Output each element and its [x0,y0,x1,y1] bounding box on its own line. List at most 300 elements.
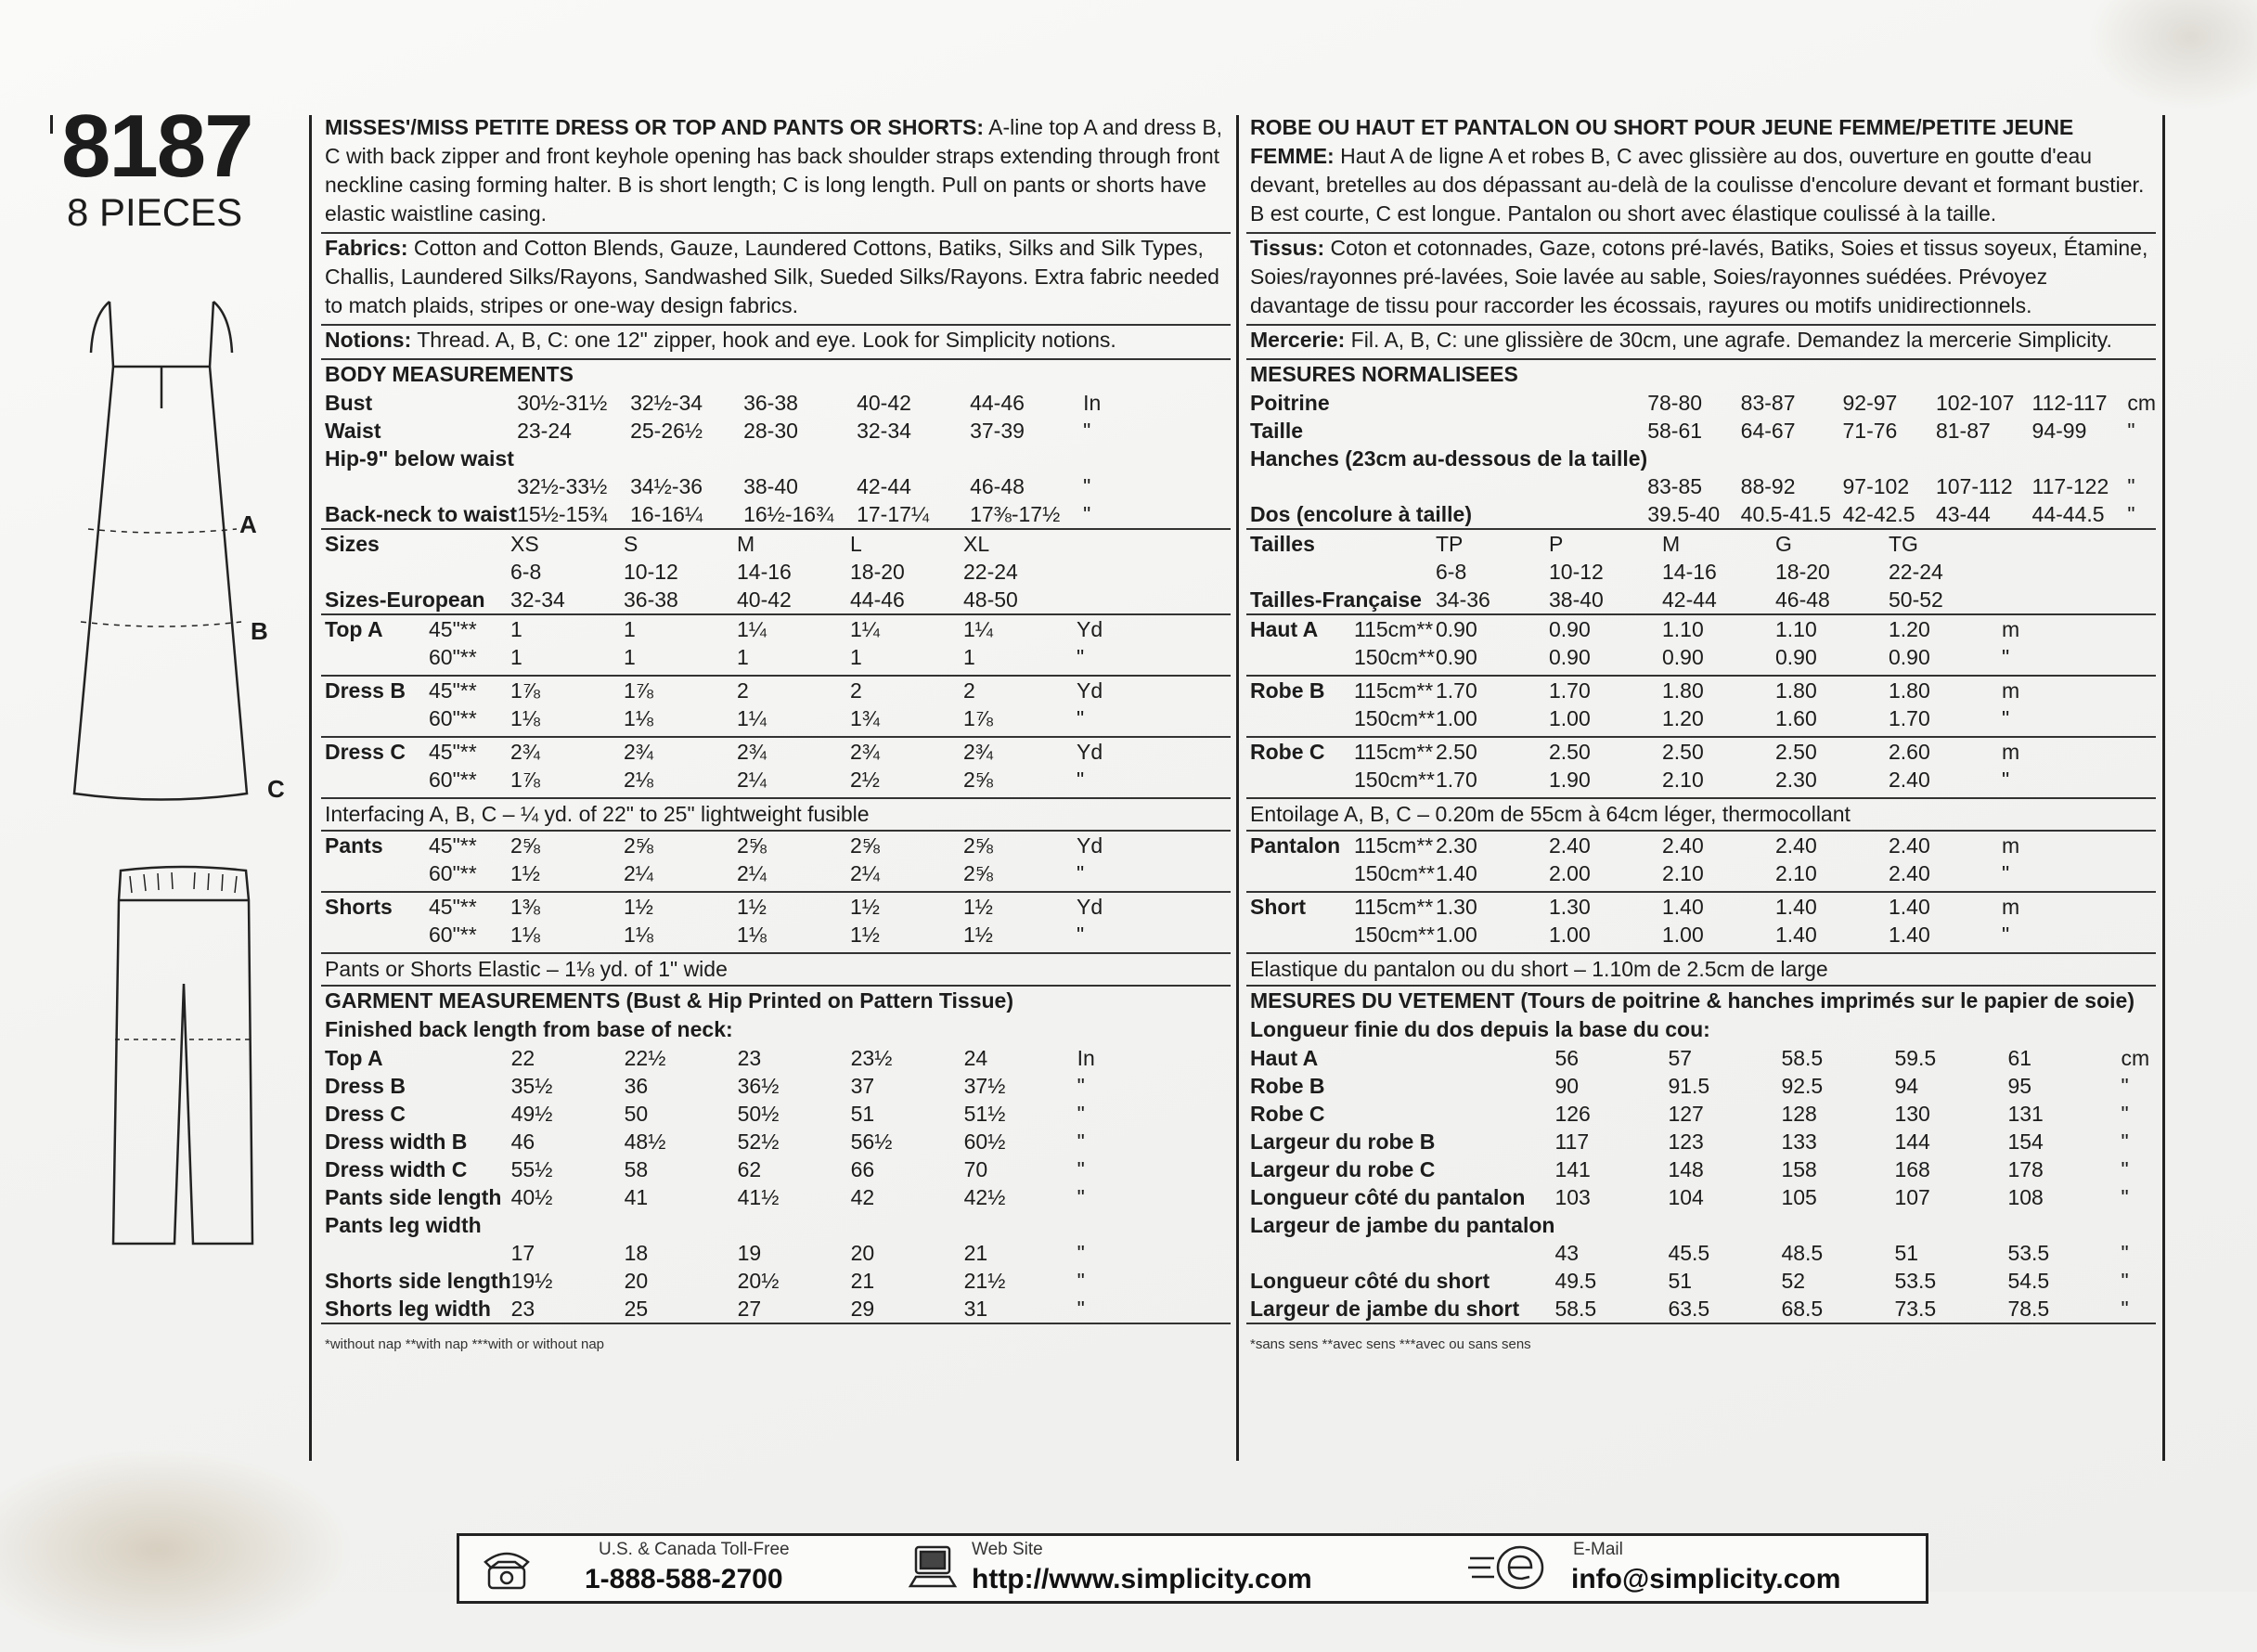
unit-cell: " [1077,1102,1085,1126]
fabric-width: 150cm** [1354,861,1435,885]
garment-measurements-table [321,1044,1231,1323]
table-cell: 44-46 [970,391,1025,415]
table-row [1246,1044,2156,1072]
unit-cell: " [1077,645,1085,669]
table-cell: 32-34 [857,419,911,443]
table-row [1246,472,2156,500]
table-cell: 1⅜ [510,895,540,919]
table-cell: 104 [1668,1185,1704,1209]
unit-cell: " [2127,419,2135,443]
table-cell: 1.30 [1436,895,1477,919]
row-label: Longueur côté du pantalon [1250,1185,1526,1209]
table-cell [2032,445,2128,472]
table-cell: 44-44.5 [2031,502,2105,526]
fabric-width: 150cm** [1354,645,1435,669]
fabric-width: 150cm** [1354,923,1435,947]
unit-cell: Yd [1077,678,1103,703]
unit-cell [2002,586,2156,613]
table-row [1246,530,2156,558]
table-cell: 2⅝ [510,833,540,858]
fabrics-text: Coton et cotonnades, Gaze, cotons pré-lavés, Batiks, Soies et tissus soyeux, Étamine, Soies/rayonnes pré-lavées, Soie lavée au sable, Soies/rayonnes suédées. Prévoyez davantage de tissu pour raccorder les écossais, rayures ou motifs unidirectionnels. [1250,236,2148,317]
table-cell: 2⅝ [624,833,653,858]
unit-cell: " [2002,706,2010,730]
table-cell: 2⅝ [850,833,880,858]
table-row [1246,832,2156,859]
table-cell: 2⅝ [963,833,993,858]
garment-label: Robe C [1250,740,1325,764]
table-cell: 2.10 [1775,861,1817,885]
table-cell: 70 [963,1157,988,1181]
table-cell: 127 [1668,1102,1704,1126]
unit-cell: Yd [1077,740,1103,764]
table-cell: 131 [2007,1102,2044,1126]
fabrics [1246,234,2156,324]
unit-cell: Yd [1077,617,1103,641]
table-cell: 1⅛ [737,923,767,947]
unit-cell: cm [2121,1046,2150,1070]
table-cell: 1⅛ [510,923,540,947]
table-cell: 10-12 [1549,560,1604,584]
table-cell: 2.50 [1436,740,1477,764]
table-cell: 2.40 [1889,861,1930,885]
table-cell: 29 [850,1297,875,1321]
table-cell [2007,1211,2121,1239]
table-row [1246,704,2156,732]
fabric-width: 115cm** [1354,833,1434,858]
table-cell: 1¼ [850,617,880,641]
description-text: A-line top A and dress B, C with back zipper and front keyhole opening has back shoulder straps extending through front neckline casing forming halter. B is short length; C is long length. Pull on pants or shorts have elastic waistline casing. [325,115,1223,226]
table-row [1246,643,2156,671]
row-label [1246,472,1647,500]
table-row [321,921,1231,949]
table-row [321,586,1231,613]
unit-cell: " [1077,1269,1085,1293]
yardage-group [1246,613,2156,675]
garment-measurements-table [1246,1044,2156,1323]
sizes-table [321,528,1231,613]
table-cell: 1½ [850,923,880,947]
unit-cell: " [1083,419,1091,443]
table-cell: 168 [1894,1157,1930,1181]
table-cell: 50 [624,1102,649,1126]
unit-cell: " [2121,1297,2129,1321]
table-row [1246,558,2156,586]
table-row [321,738,1231,766]
table-row [321,558,1231,586]
table-cell: 52½ [737,1129,780,1154]
table-cell: 2⅝ [963,768,993,792]
table-cell: 1¾ [850,706,880,730]
description-title: ROBE OU HAUT ET PANTALON OU SHORT POUR JEUNE FEMME/PETITE JEUNE FEMME: [1250,115,2074,168]
table-cell: 1 [624,645,636,669]
table-cell: 105 [1781,1185,1817,1209]
table-cell: 2 [737,678,749,703]
unit-cell: " [2002,861,2010,885]
table-cell: 51 [1668,1269,1693,1293]
yardage-table [321,832,1231,887]
website-link[interactable]: http://www.simplicity.com [972,1564,1312,1594]
phone-number[interactable]: 1-888-588-2700 [585,1564,783,1594]
unit-cell: " [1077,768,1085,792]
table-cell: 23 [510,1297,535,1321]
table-cell: 2.50 [1662,740,1704,764]
table-cell: 1.70 [1889,706,1930,730]
table-row [1246,615,2156,643]
table-cell: 83-87 [1740,391,1796,415]
table-cell: 15½-15¾ [517,502,608,526]
unit-cell: " [2121,1074,2129,1098]
description [1246,113,2156,232]
table-cell: 94-99 [2031,419,2087,443]
table-cell: 1½ [963,895,993,919]
unit-cell: " [1077,706,1085,730]
table-row [321,677,1231,704]
table-cell: 36½ [737,1074,780,1098]
table-row [1246,1155,2156,1183]
table-row [321,766,1231,794]
garment-label [321,859,429,887]
row-label [1246,558,1436,586]
row-label: Poitrine [1250,391,1330,415]
description-text: Haut A de ligne A et robes B, C avec glissière au dos, ouverture en goutte d'eau devant, bretelles au dos dépassant au-delà de la coulisse d'encolure devant et formant bustier. B est courte, C est longue. Pantalon ou short avec élastique coulissé à la taille. [1250,144,2145,226]
view-mark-c: C [267,775,285,803]
dress-illustration [56,297,269,817]
row-label: Tailles [1250,532,1315,556]
unit-cell: " [2002,768,2010,792]
unit-cell [2002,530,2156,558]
table-cell: 1¼ [963,617,993,641]
table-cell: 42-44 [857,474,911,498]
table-cell: 53.5 [2007,1241,2050,1265]
table-row [1246,445,2156,472]
row-label: Dos (encolure à taille) [1250,502,1473,526]
table-row [1246,389,2156,417]
notions-label: Notions: [325,328,412,352]
table-cell: XL [963,532,990,556]
table-cell: 178 [2007,1157,2044,1181]
table-cell: 22-24 [963,560,1018,584]
table-cell: 2.60 [1889,740,1930,764]
unit-cell: " [1077,1241,1085,1265]
table-row [321,704,1231,732]
table-cell: 2¾ [963,740,993,764]
table-cell: 43-44 [1935,502,1991,526]
table-row [1246,677,2156,704]
table-cell: 2¼ [850,861,880,885]
table-cell: 2.40 [1889,768,1930,792]
table-cell: 92-97 [1842,391,1898,415]
table-cell: 30½-31½ [517,391,608,415]
computer-icon [905,1543,961,1594]
fabric-width: 60"** [429,768,477,792]
table-cell: 1.40 [1775,923,1817,947]
table-cell: 1.10 [1775,617,1817,641]
table-row [1246,893,2156,921]
yardage-group [1246,675,2156,736]
table-cell: 78-80 [1647,391,1703,415]
table-row [1246,1295,2156,1323]
table-row [1246,1183,2156,1211]
table-cell: 102-107 [1935,391,2015,415]
table-cell: TP [1436,532,1464,556]
table-cell: 18-20 [850,560,905,584]
table-cell: 35½ [510,1074,553,1098]
table-cell: L [850,532,862,556]
unit-cell: " [2121,1269,2129,1293]
table-row [1246,921,2156,949]
table-cell: 2¾ [624,740,653,764]
table-cell: 91.5 [1668,1074,1710,1098]
table-cell: 10-12 [624,560,678,584]
yardage-group [1246,830,2156,891]
table-row [321,1211,1231,1239]
table-cell: 58 [624,1157,649,1181]
table-cell: 1.70 [1436,768,1477,792]
table-cell: 44-46 [850,587,905,612]
unit-cell: " [1077,861,1085,885]
elastic-line: Elastique du pantalon ou du short – 1.10m de 2.5cm de large [1246,952,2156,985]
table-row [321,832,1231,859]
table-cell: 68.5 [1781,1297,1824,1321]
left-divider [50,115,53,134]
table-cell: 21 [963,1241,988,1265]
table-cell: 51 [1894,1241,1919,1265]
table-cell: 22-24 [1889,560,1943,584]
table-row [1246,1072,2156,1100]
row-label: Dress width C [325,1157,468,1181]
table-cell: 49½ [510,1102,553,1126]
row-label: Robe C [1250,1102,1325,1126]
yardage-table [1246,615,2156,671]
email-label: E-Mail [1573,1540,1623,1559]
yardage-table [1246,677,2156,732]
garment-label: Shorts [325,895,393,919]
paper-stain [2088,0,2257,111]
table-cell: 22 [510,1046,535,1070]
yardage-group [1246,736,2156,797]
unit-cell: m [2002,617,2020,641]
table-cell: 1⅛ [624,706,653,730]
pattern-number: 8187 [61,97,252,196]
table-cell: 1.40 [1662,895,1704,919]
pants-illustration [93,863,278,1253]
garment-label [321,921,429,949]
table-cell: TG [1889,532,1918,556]
table-cell: P [1549,532,1564,556]
table-cell: 0.90 [1889,645,1930,669]
row-label: Hip-9" below waist [325,446,514,471]
phone-label: U.S. & Canada Toll-Free [599,1540,790,1559]
table-cell: 126 [1554,1102,1591,1126]
unit-cell: m [2002,678,2020,703]
unit-cell [2121,1211,2156,1239]
unit-cell: In [1077,1046,1095,1070]
row-label: Taille [1250,419,1304,443]
table-cell: 107-112 [1935,474,2013,498]
table-cell: 55½ [510,1157,553,1181]
row-label: Dress width B [325,1129,468,1154]
table-cell: 16½-16¾ [743,502,834,526]
table-cell: 71-76 [1842,419,1898,443]
table-cell: 51 [850,1102,875,1126]
unit-cell: m [2002,895,2020,919]
unit-cell: " [2121,1157,2129,1181]
table-cell: 144 [1894,1129,1930,1154]
table-cell: 73.5 [1894,1297,1937,1321]
table-row [321,1072,1231,1100]
table-cell: 1.10 [1662,617,1704,641]
table-cell: 64-67 [1740,419,1796,443]
fabric-width: 45"** [429,895,477,919]
table-cell: 17 [510,1241,535,1265]
unit-cell: " [2127,474,2135,498]
measurement-table [321,389,1231,528]
table-row [321,500,1231,528]
table-cell [1554,1211,1668,1239]
table-cell: 2.40 [1775,833,1817,858]
table-cell: 42 [850,1185,875,1209]
table-cell: 158 [1781,1157,1817,1181]
table-cell: 21½ [963,1269,1006,1293]
table-cell: 2¾ [850,740,880,764]
measurement-table [1246,389,2156,528]
table-row [1246,500,2156,528]
table-row [321,1044,1231,1072]
yardage-table [321,615,1231,671]
table-cell: 61 [2007,1046,2032,1070]
table-cell: 1⅞ [510,678,540,703]
unit-cell: Yd [1077,833,1103,858]
table-cell: 41½ [737,1185,780,1209]
table-cell: 130 [1894,1102,1930,1126]
table-cell: 1.80 [1775,678,1817,703]
table-cell: 62 [737,1157,762,1181]
table-cell: 1.20 [1662,706,1704,730]
notions-text: Thread. A, B, C: one 12" zipper, hook and eye. Look for Simplicity notions. [411,328,1116,352]
table-cell: 19 [737,1241,762,1265]
table-cell: 2⅝ [737,833,767,858]
table-cell: 112-117 [2031,391,2108,415]
table-row [321,1239,1231,1267]
body-measurements-table [1246,389,2156,528]
row-label: Hanches (23cm au-dessous de la taille) [1250,446,1648,471]
fabric-width: 45"** [429,740,477,764]
table-cell: 2.50 [1775,740,1817,764]
table-cell [630,445,743,472]
table-cell: 1 [510,645,522,669]
table-cell: 117-122 [2031,474,2109,498]
interfacing-line: Interfacing A, B, C – ¼ yd. of 22" to 25" lightweight fusible [321,797,1231,830]
table-cell: 58.5 [1781,1046,1824,1070]
table-cell: S [624,532,638,556]
unit-cell: " [2121,1185,2129,1209]
notions [321,326,1231,358]
row-label [321,1239,511,1267]
table-cell: 17-17¼ [857,502,930,526]
fabrics-label: Tissus: [1250,236,1325,260]
table-cell: 2.30 [1436,833,1477,858]
table-cell: 40-42 [857,391,911,415]
table-cell [743,445,857,472]
table-cell: 37½ [963,1074,1006,1098]
table-cell [1647,445,1740,472]
row-label: Longueur côté du short [1250,1269,1490,1293]
table-cell: 32½-34 [630,391,703,415]
sizes-table [1246,528,2156,613]
english-column [321,113,1231,1359]
table-cell: 1.70 [1436,678,1477,703]
table-cell: M [737,532,755,556]
row-label: Back-neck to waist [325,502,518,526]
garment-label: Pants [325,833,383,858]
table-cell: 42½ [963,1185,1006,1209]
table-cell: 1.20 [1889,617,1930,641]
table-cell: 1⅛ [624,923,653,947]
unit-cell [1077,558,1231,586]
garment-label [1246,766,1354,794]
table-cell: 90 [1554,1074,1580,1098]
unit-cell [1077,1211,1231,1239]
garment-label: Pantalon [1250,833,1341,858]
table-cell: 58-61 [1647,419,1703,443]
table-cell: 1 [624,617,636,641]
table-cell: 58.5 [1554,1297,1597,1321]
table-row [321,530,1231,558]
unit-cell: " [2121,1241,2129,1265]
table-cell: 1.30 [1549,895,1591,919]
table-cell: 2.40 [1889,833,1930,858]
garment-label [321,766,429,794]
elastic-line: Pants or Shorts Elastic – 1⅛ yd. of 1" wide [321,952,1231,985]
view-mark-b: B [251,617,268,645]
table-row [1246,859,2156,887]
garment-label [1246,643,1354,671]
body-measurements-header: MESURES NORMALISEES [1246,358,2156,389]
table-cell: 2¼ [737,768,767,792]
table-row [321,893,1231,921]
table-cell: 128 [1781,1102,1817,1126]
table-cell: 41 [624,1185,649,1209]
table-row [1246,1267,2156,1295]
table-cell: 66 [850,1157,875,1181]
table-cell: 51½ [963,1102,1006,1126]
table-cell: 1.80 [1662,678,1704,703]
yardage-group [321,675,1231,736]
table-cell: 1½ [850,895,880,919]
fabric-width: 45"** [429,833,477,858]
table-cell: 57 [1668,1046,1693,1070]
unit-cell [2002,558,2156,586]
table-cell: 1 [963,645,975,669]
table-cell: 1½ [737,895,767,919]
row-label: Sizes-European [325,587,485,612]
table-cell: 48-50 [963,587,1018,612]
table-cell: 2⅝ [963,861,993,885]
table-cell: 1.70 [1549,678,1591,703]
table-cell: 117 [1554,1129,1590,1154]
table-row [321,417,1231,445]
table-cell: 48½ [624,1129,666,1154]
email-address[interactable]: info@simplicity.com [1571,1564,1841,1594]
table-cell: 1.80 [1889,678,1930,703]
table-cell: 1¼ [737,617,767,641]
table-row [1246,586,2156,613]
table-row [1246,417,2156,445]
table-cell: 50-52 [1889,587,1943,612]
fabric-width: 60"** [429,706,477,730]
table-cell: 2¾ [737,740,767,764]
table-cell [970,445,1083,472]
